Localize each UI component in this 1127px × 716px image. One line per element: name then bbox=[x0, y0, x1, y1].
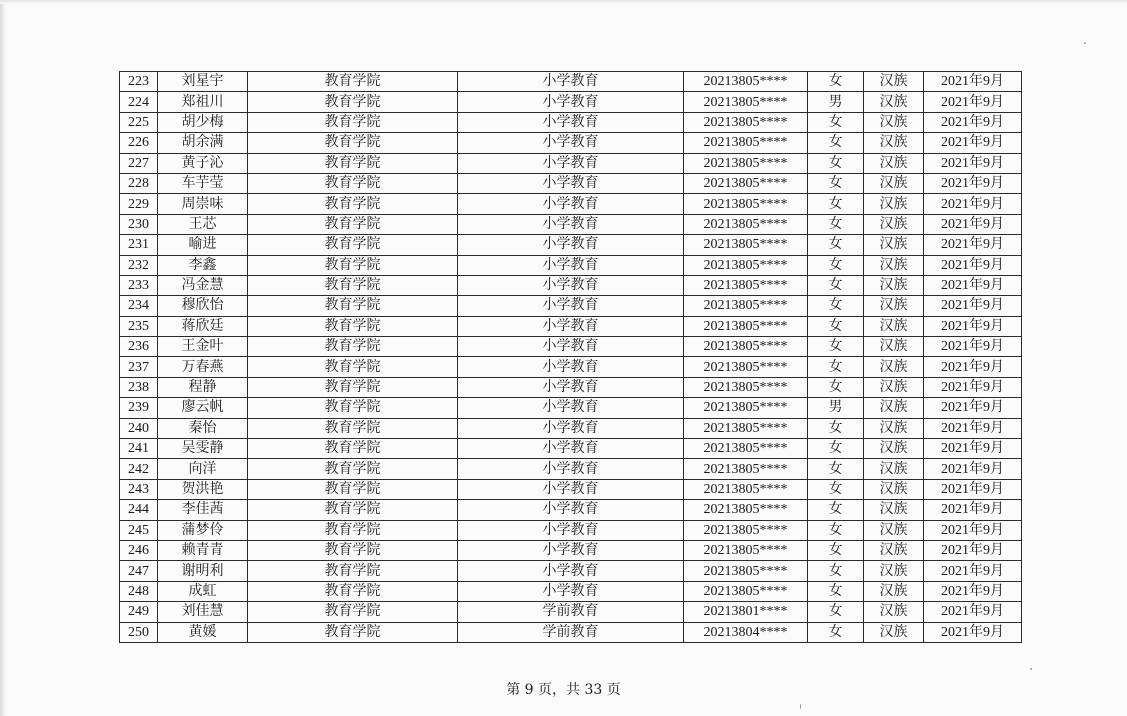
cell-ethnicity: 汉族 bbox=[864, 377, 924, 397]
cell-college: 教育学院 bbox=[248, 214, 458, 234]
cell-enrollment-date: 2021年9月 bbox=[924, 153, 1022, 173]
cell-major: 小学教育 bbox=[458, 133, 684, 153]
cell-student-number: 20213805**** bbox=[684, 133, 808, 153]
cell-student-number: 20213805**** bbox=[684, 439, 808, 459]
cell-index: 223 bbox=[120, 72, 158, 92]
cell-index: 244 bbox=[120, 500, 158, 520]
cell-index: 230 bbox=[120, 214, 158, 234]
cell-major: 小学教育 bbox=[458, 173, 684, 193]
cell-name: 王金叶 bbox=[158, 337, 248, 357]
cell-enrollment-date: 2021年9月 bbox=[924, 622, 1022, 642]
cell-ethnicity: 汉族 bbox=[864, 337, 924, 357]
cell-enrollment-date: 2021年9月 bbox=[924, 500, 1022, 520]
cell-gender: 女 bbox=[808, 561, 864, 581]
table-row bbox=[120, 459, 1022, 479]
cell-major: 小学教育 bbox=[458, 255, 684, 275]
cell-gender: 女 bbox=[808, 540, 864, 560]
cell-gender: 女 bbox=[808, 520, 864, 540]
cell-index: 235 bbox=[120, 316, 158, 336]
cell-student-number: 20213805**** bbox=[684, 500, 808, 520]
cell-college: 教育学院 bbox=[248, 357, 458, 377]
cell-student-number: 20213805**** bbox=[684, 479, 808, 499]
cell-gender: 女 bbox=[808, 418, 864, 438]
cell-major: 小学教育 bbox=[458, 92, 684, 112]
cell-index: 238 bbox=[120, 377, 158, 397]
cell-student-number: 20213805**** bbox=[684, 357, 808, 377]
cell-ethnicity: 汉族 bbox=[864, 235, 924, 255]
cell-major: 小学教育 bbox=[458, 581, 684, 601]
cell-gender: 女 bbox=[808, 377, 864, 397]
page-number-footer: 第 9 页，共 33 页 bbox=[506, 682, 621, 698]
cell-name: 冯金慧 bbox=[158, 275, 248, 295]
cell-college: 教育学院 bbox=[248, 377, 458, 397]
cell-ethnicity: 汉族 bbox=[864, 275, 924, 295]
cell-student-number: 20213805**** bbox=[684, 194, 808, 214]
cell-major: 小学教育 bbox=[458, 275, 684, 295]
cell-college: 教育学院 bbox=[248, 418, 458, 438]
cell-college: 教育学院 bbox=[248, 561, 458, 581]
cell-gender: 女 bbox=[808, 439, 864, 459]
cell-ethnicity: 汉族 bbox=[864, 316, 924, 336]
cell-gender: 女 bbox=[808, 194, 864, 214]
cell-student-number: 20213805**** bbox=[684, 72, 808, 92]
cell-name: 蒋欣廷 bbox=[158, 316, 248, 336]
cell-student-number: 20213805**** bbox=[684, 520, 808, 540]
cell-student-number: 20213805**** bbox=[684, 337, 808, 357]
cell-name: 吴雯静 bbox=[158, 439, 248, 459]
cell-enrollment-date: 2021年9月 bbox=[924, 459, 1022, 479]
table-row bbox=[120, 133, 1022, 153]
cell-student-number: 20213805**** bbox=[684, 581, 808, 601]
table-row bbox=[120, 173, 1022, 193]
cell-name: 李佳茜 bbox=[158, 500, 248, 520]
cell-index: 246 bbox=[120, 540, 158, 560]
cell-enrollment-date: 2021年9月 bbox=[924, 133, 1022, 153]
table-row bbox=[120, 275, 1022, 295]
cell-ethnicity: 汉族 bbox=[864, 153, 924, 173]
cell-name: 穆欣怡 bbox=[158, 296, 248, 316]
cell-student-number: 20213805**** bbox=[684, 214, 808, 234]
cell-ethnicity: 汉族 bbox=[864, 173, 924, 193]
cell-major: 小学教育 bbox=[458, 72, 684, 92]
cell-major: 小学教育 bbox=[458, 337, 684, 357]
student-roster-table bbox=[119, 71, 1022, 643]
table-row bbox=[120, 581, 1022, 601]
cell-name: 车芋莹 bbox=[158, 173, 248, 193]
cell-name: 黄子沁 bbox=[158, 153, 248, 173]
cell-enrollment-date: 2021年9月 bbox=[924, 316, 1022, 336]
cell-student-number: 20213805**** bbox=[684, 275, 808, 295]
cell-gender: 女 bbox=[808, 133, 864, 153]
cell-gender: 女 bbox=[808, 214, 864, 234]
cell-ethnicity: 汉族 bbox=[864, 398, 924, 418]
cell-index: 248 bbox=[120, 581, 158, 601]
cell-major: 小学教育 bbox=[458, 153, 684, 173]
cell-name: 周崇味 bbox=[158, 194, 248, 214]
table-row bbox=[120, 357, 1022, 377]
cell-student-number: 20213801**** bbox=[684, 602, 808, 622]
cell-gender: 男 bbox=[808, 92, 864, 112]
table-row bbox=[120, 112, 1022, 132]
scan-edge-top bbox=[0, 0, 1127, 4]
cell-student-number: 20213805**** bbox=[684, 398, 808, 418]
cell-college: 教育学院 bbox=[248, 581, 458, 601]
cell-major: 小学教育 bbox=[458, 439, 684, 459]
cell-name: 王芯 bbox=[158, 214, 248, 234]
cell-major: 小学教育 bbox=[458, 112, 684, 132]
cell-index: 233 bbox=[120, 275, 158, 295]
cell-student-number: 20213805**** bbox=[684, 255, 808, 275]
cell-college: 教育学院 bbox=[248, 296, 458, 316]
table-row bbox=[120, 540, 1022, 560]
cell-gender: 男 bbox=[808, 398, 864, 418]
cell-college: 教育学院 bbox=[248, 194, 458, 214]
cell-name: 赖青青 bbox=[158, 540, 248, 560]
cell-college: 教育学院 bbox=[248, 72, 458, 92]
cell-college: 教育学院 bbox=[248, 235, 458, 255]
cell-ethnicity: 汉族 bbox=[864, 581, 924, 601]
cell-index: 231 bbox=[120, 235, 158, 255]
cell-major: 小学教育 bbox=[458, 357, 684, 377]
cell-enrollment-date: 2021年9月 bbox=[924, 561, 1022, 581]
cell-student-number: 20213805**** bbox=[684, 112, 808, 132]
cell-enrollment-date: 2021年9月 bbox=[924, 439, 1022, 459]
cell-enrollment-date: 2021年9月 bbox=[924, 194, 1022, 214]
cell-name: 向洋 bbox=[158, 459, 248, 479]
cell-college: 教育学院 bbox=[248, 275, 458, 295]
cell-name: 谢明利 bbox=[158, 561, 248, 581]
cell-major: 小学教育 bbox=[458, 194, 684, 214]
cell-ethnicity: 汉族 bbox=[864, 418, 924, 438]
cell-index: 250 bbox=[120, 622, 158, 642]
cell-gender: 女 bbox=[808, 479, 864, 499]
cell-index: 237 bbox=[120, 357, 158, 377]
cell-enrollment-date: 2021年9月 bbox=[924, 72, 1022, 92]
cell-student-number: 20213805**** bbox=[684, 540, 808, 560]
cell-index: 226 bbox=[120, 133, 158, 153]
cell-index: 228 bbox=[120, 173, 158, 193]
cell-name: 程静 bbox=[158, 377, 248, 397]
table-row bbox=[120, 398, 1022, 418]
cell-enrollment-date: 2021年9月 bbox=[924, 173, 1022, 193]
cell-enrollment-date: 2021年9月 bbox=[924, 398, 1022, 418]
table-row bbox=[120, 377, 1022, 397]
cell-enrollment-date: 2021年9月 bbox=[924, 337, 1022, 357]
cell-college: 教育学院 bbox=[248, 133, 458, 153]
cell-gender: 女 bbox=[808, 153, 864, 173]
cell-major: 学前教育 bbox=[458, 622, 684, 642]
cell-ethnicity: 汉族 bbox=[864, 214, 924, 234]
cell-index: 249 bbox=[120, 602, 158, 622]
scan-speck bbox=[800, 704, 801, 709]
cell-enrollment-date: 2021年9月 bbox=[924, 296, 1022, 316]
table-row bbox=[120, 153, 1022, 173]
cell-index: 229 bbox=[120, 194, 158, 214]
cell-gender: 女 bbox=[808, 72, 864, 92]
cell-ethnicity: 汉族 bbox=[864, 112, 924, 132]
cell-college: 教育学院 bbox=[248, 173, 458, 193]
table-row bbox=[120, 439, 1022, 459]
cell-student-number: 20213805**** bbox=[684, 153, 808, 173]
cell-gender: 女 bbox=[808, 459, 864, 479]
cell-gender: 女 bbox=[808, 316, 864, 336]
cell-college: 教育学院 bbox=[248, 540, 458, 560]
table-row bbox=[120, 235, 1022, 255]
cell-index: 243 bbox=[120, 479, 158, 499]
cell-college: 教育学院 bbox=[248, 622, 458, 642]
cell-name: 刘星宇 bbox=[158, 72, 248, 92]
cell-college: 教育学院 bbox=[248, 602, 458, 622]
cell-major: 小学教育 bbox=[458, 316, 684, 336]
cell-student-number: 20213804**** bbox=[684, 622, 808, 642]
cell-gender: 女 bbox=[808, 622, 864, 642]
cell-major: 小学教育 bbox=[458, 520, 684, 540]
cell-major: 小学教育 bbox=[458, 235, 684, 255]
cell-major: 小学教育 bbox=[458, 418, 684, 438]
cell-ethnicity: 汉族 bbox=[864, 439, 924, 459]
cell-ethnicity: 汉族 bbox=[864, 479, 924, 499]
cell-enrollment-date: 2021年9月 bbox=[924, 255, 1022, 275]
cell-name: 蒲梦伶 bbox=[158, 520, 248, 540]
cell-college: 教育学院 bbox=[248, 520, 458, 540]
cell-college: 教育学院 bbox=[248, 153, 458, 173]
cell-student-number: 20213805**** bbox=[684, 316, 808, 336]
cell-major: 小学教育 bbox=[458, 214, 684, 234]
cell-college: 教育学院 bbox=[248, 92, 458, 112]
cell-enrollment-date: 2021年9月 bbox=[924, 92, 1022, 112]
cell-index: 242 bbox=[120, 459, 158, 479]
cell-index: 232 bbox=[120, 255, 158, 275]
cell-name: 胡少梅 bbox=[158, 112, 248, 132]
table-row bbox=[120, 316, 1022, 336]
cell-major: 学前教育 bbox=[458, 602, 684, 622]
cell-name: 廖云帆 bbox=[158, 398, 248, 418]
cell-name: 贺洪艳 bbox=[158, 479, 248, 499]
cell-enrollment-date: 2021年9月 bbox=[924, 602, 1022, 622]
cell-gender: 女 bbox=[808, 602, 864, 622]
cell-enrollment-date: 2021年9月 bbox=[924, 235, 1022, 255]
cell-name: 刘佳慧 bbox=[158, 602, 248, 622]
cell-student-number: 20213805**** bbox=[684, 92, 808, 112]
scan-edge-left bbox=[0, 0, 6, 716]
table-row bbox=[120, 479, 1022, 499]
cell-ethnicity: 汉族 bbox=[864, 622, 924, 642]
cell-college: 教育学院 bbox=[248, 337, 458, 357]
cell-name: 郑祖川 bbox=[158, 92, 248, 112]
cell-ethnicity: 汉族 bbox=[864, 194, 924, 214]
cell-ethnicity: 汉族 bbox=[864, 133, 924, 153]
cell-index: 225 bbox=[120, 112, 158, 132]
cell-gender: 女 bbox=[808, 337, 864, 357]
cell-college: 教育学院 bbox=[248, 398, 458, 418]
cell-major: 小学教育 bbox=[458, 500, 684, 520]
cell-ethnicity: 汉族 bbox=[864, 540, 924, 560]
cell-ethnicity: 汉族 bbox=[864, 520, 924, 540]
cell-college: 教育学院 bbox=[248, 479, 458, 499]
cell-index: 240 bbox=[120, 418, 158, 438]
cell-ethnicity: 汉族 bbox=[864, 255, 924, 275]
cell-index: 236 bbox=[120, 337, 158, 357]
cell-college: 教育学院 bbox=[248, 459, 458, 479]
cell-ethnicity: 汉族 bbox=[864, 459, 924, 479]
cell-major: 小学教育 bbox=[458, 398, 684, 418]
cell-name: 喻进 bbox=[158, 235, 248, 255]
table-row bbox=[120, 72, 1022, 92]
table-row bbox=[120, 296, 1022, 316]
cell-index: 227 bbox=[120, 153, 158, 173]
cell-student-number: 20213805**** bbox=[684, 459, 808, 479]
table-row bbox=[120, 214, 1022, 234]
scan-speck bbox=[1030, 668, 1032, 670]
cell-gender: 女 bbox=[808, 357, 864, 377]
cell-gender: 女 bbox=[808, 255, 864, 275]
cell-student-number: 20213805**** bbox=[684, 561, 808, 581]
cell-gender: 女 bbox=[808, 296, 864, 316]
table-row bbox=[120, 561, 1022, 581]
roster-body bbox=[120, 72, 1022, 643]
scan-speck bbox=[1084, 42, 1086, 44]
cell-name: 秦怡 bbox=[158, 418, 248, 438]
cell-index: 247 bbox=[120, 561, 158, 581]
cell-enrollment-date: 2021年9月 bbox=[924, 540, 1022, 560]
cell-name: 李鑫 bbox=[158, 255, 248, 275]
cell-student-number: 20213805**** bbox=[684, 418, 808, 438]
cell-enrollment-date: 2021年9月 bbox=[924, 479, 1022, 499]
cell-enrollment-date: 2021年9月 bbox=[924, 214, 1022, 234]
cell-college: 教育学院 bbox=[248, 255, 458, 275]
cell-name: 胡余满 bbox=[158, 133, 248, 153]
table-row bbox=[120, 92, 1022, 112]
cell-index: 234 bbox=[120, 296, 158, 316]
table-row bbox=[120, 255, 1022, 275]
cell-name: 黄媛 bbox=[158, 622, 248, 642]
table-row bbox=[120, 602, 1022, 622]
cell-ethnicity: 汉族 bbox=[864, 72, 924, 92]
cell-enrollment-date: 2021年9月 bbox=[924, 520, 1022, 540]
cell-name: 万春燕 bbox=[158, 357, 248, 377]
cell-index: 239 bbox=[120, 398, 158, 418]
cell-enrollment-date: 2021年9月 bbox=[924, 418, 1022, 438]
cell-index: 241 bbox=[120, 439, 158, 459]
cell-gender: 女 bbox=[808, 500, 864, 520]
cell-index: 245 bbox=[120, 520, 158, 540]
cell-ethnicity: 汉族 bbox=[864, 357, 924, 377]
cell-major: 小学教育 bbox=[458, 296, 684, 316]
table-row bbox=[120, 500, 1022, 520]
cell-gender: 女 bbox=[808, 275, 864, 295]
table-row bbox=[120, 520, 1022, 540]
cell-enrollment-date: 2021年9月 bbox=[924, 377, 1022, 397]
cell-major: 小学教育 bbox=[458, 561, 684, 581]
cell-college: 教育学院 bbox=[248, 439, 458, 459]
cell-ethnicity: 汉族 bbox=[864, 561, 924, 581]
cell-major: 小学教育 bbox=[458, 377, 684, 397]
cell-major: 小学教育 bbox=[458, 459, 684, 479]
cell-enrollment-date: 2021年9月 bbox=[924, 357, 1022, 377]
cell-ethnicity: 汉族 bbox=[864, 296, 924, 316]
cell-index: 224 bbox=[120, 92, 158, 112]
cell-gender: 女 bbox=[808, 581, 864, 601]
cell-student-number: 20213805**** bbox=[684, 296, 808, 316]
cell-major: 小学教育 bbox=[458, 479, 684, 499]
cell-ethnicity: 汉族 bbox=[864, 92, 924, 112]
cell-student-number: 20213805**** bbox=[684, 173, 808, 193]
cell-college: 教育学院 bbox=[248, 316, 458, 336]
table-row bbox=[120, 194, 1022, 214]
table-row bbox=[120, 622, 1022, 642]
cell-gender: 女 bbox=[808, 173, 864, 193]
cell-gender: 女 bbox=[808, 235, 864, 255]
cell-name: 成虹 bbox=[158, 581, 248, 601]
cell-college: 教育学院 bbox=[248, 112, 458, 132]
cell-gender: 女 bbox=[808, 112, 864, 132]
cell-enrollment-date: 2021年9月 bbox=[924, 112, 1022, 132]
cell-student-number: 20213805**** bbox=[684, 377, 808, 397]
table-row bbox=[120, 337, 1022, 357]
cell-enrollment-date: 2021年9月 bbox=[924, 581, 1022, 601]
cell-student-number: 20213805**** bbox=[684, 235, 808, 255]
cell-major: 小学教育 bbox=[458, 540, 684, 560]
table-row bbox=[120, 418, 1022, 438]
cell-ethnicity: 汉族 bbox=[864, 602, 924, 622]
cell-college: 教育学院 bbox=[248, 500, 458, 520]
cell-ethnicity: 汉族 bbox=[864, 500, 924, 520]
cell-enrollment-date: 2021年9月 bbox=[924, 275, 1022, 295]
